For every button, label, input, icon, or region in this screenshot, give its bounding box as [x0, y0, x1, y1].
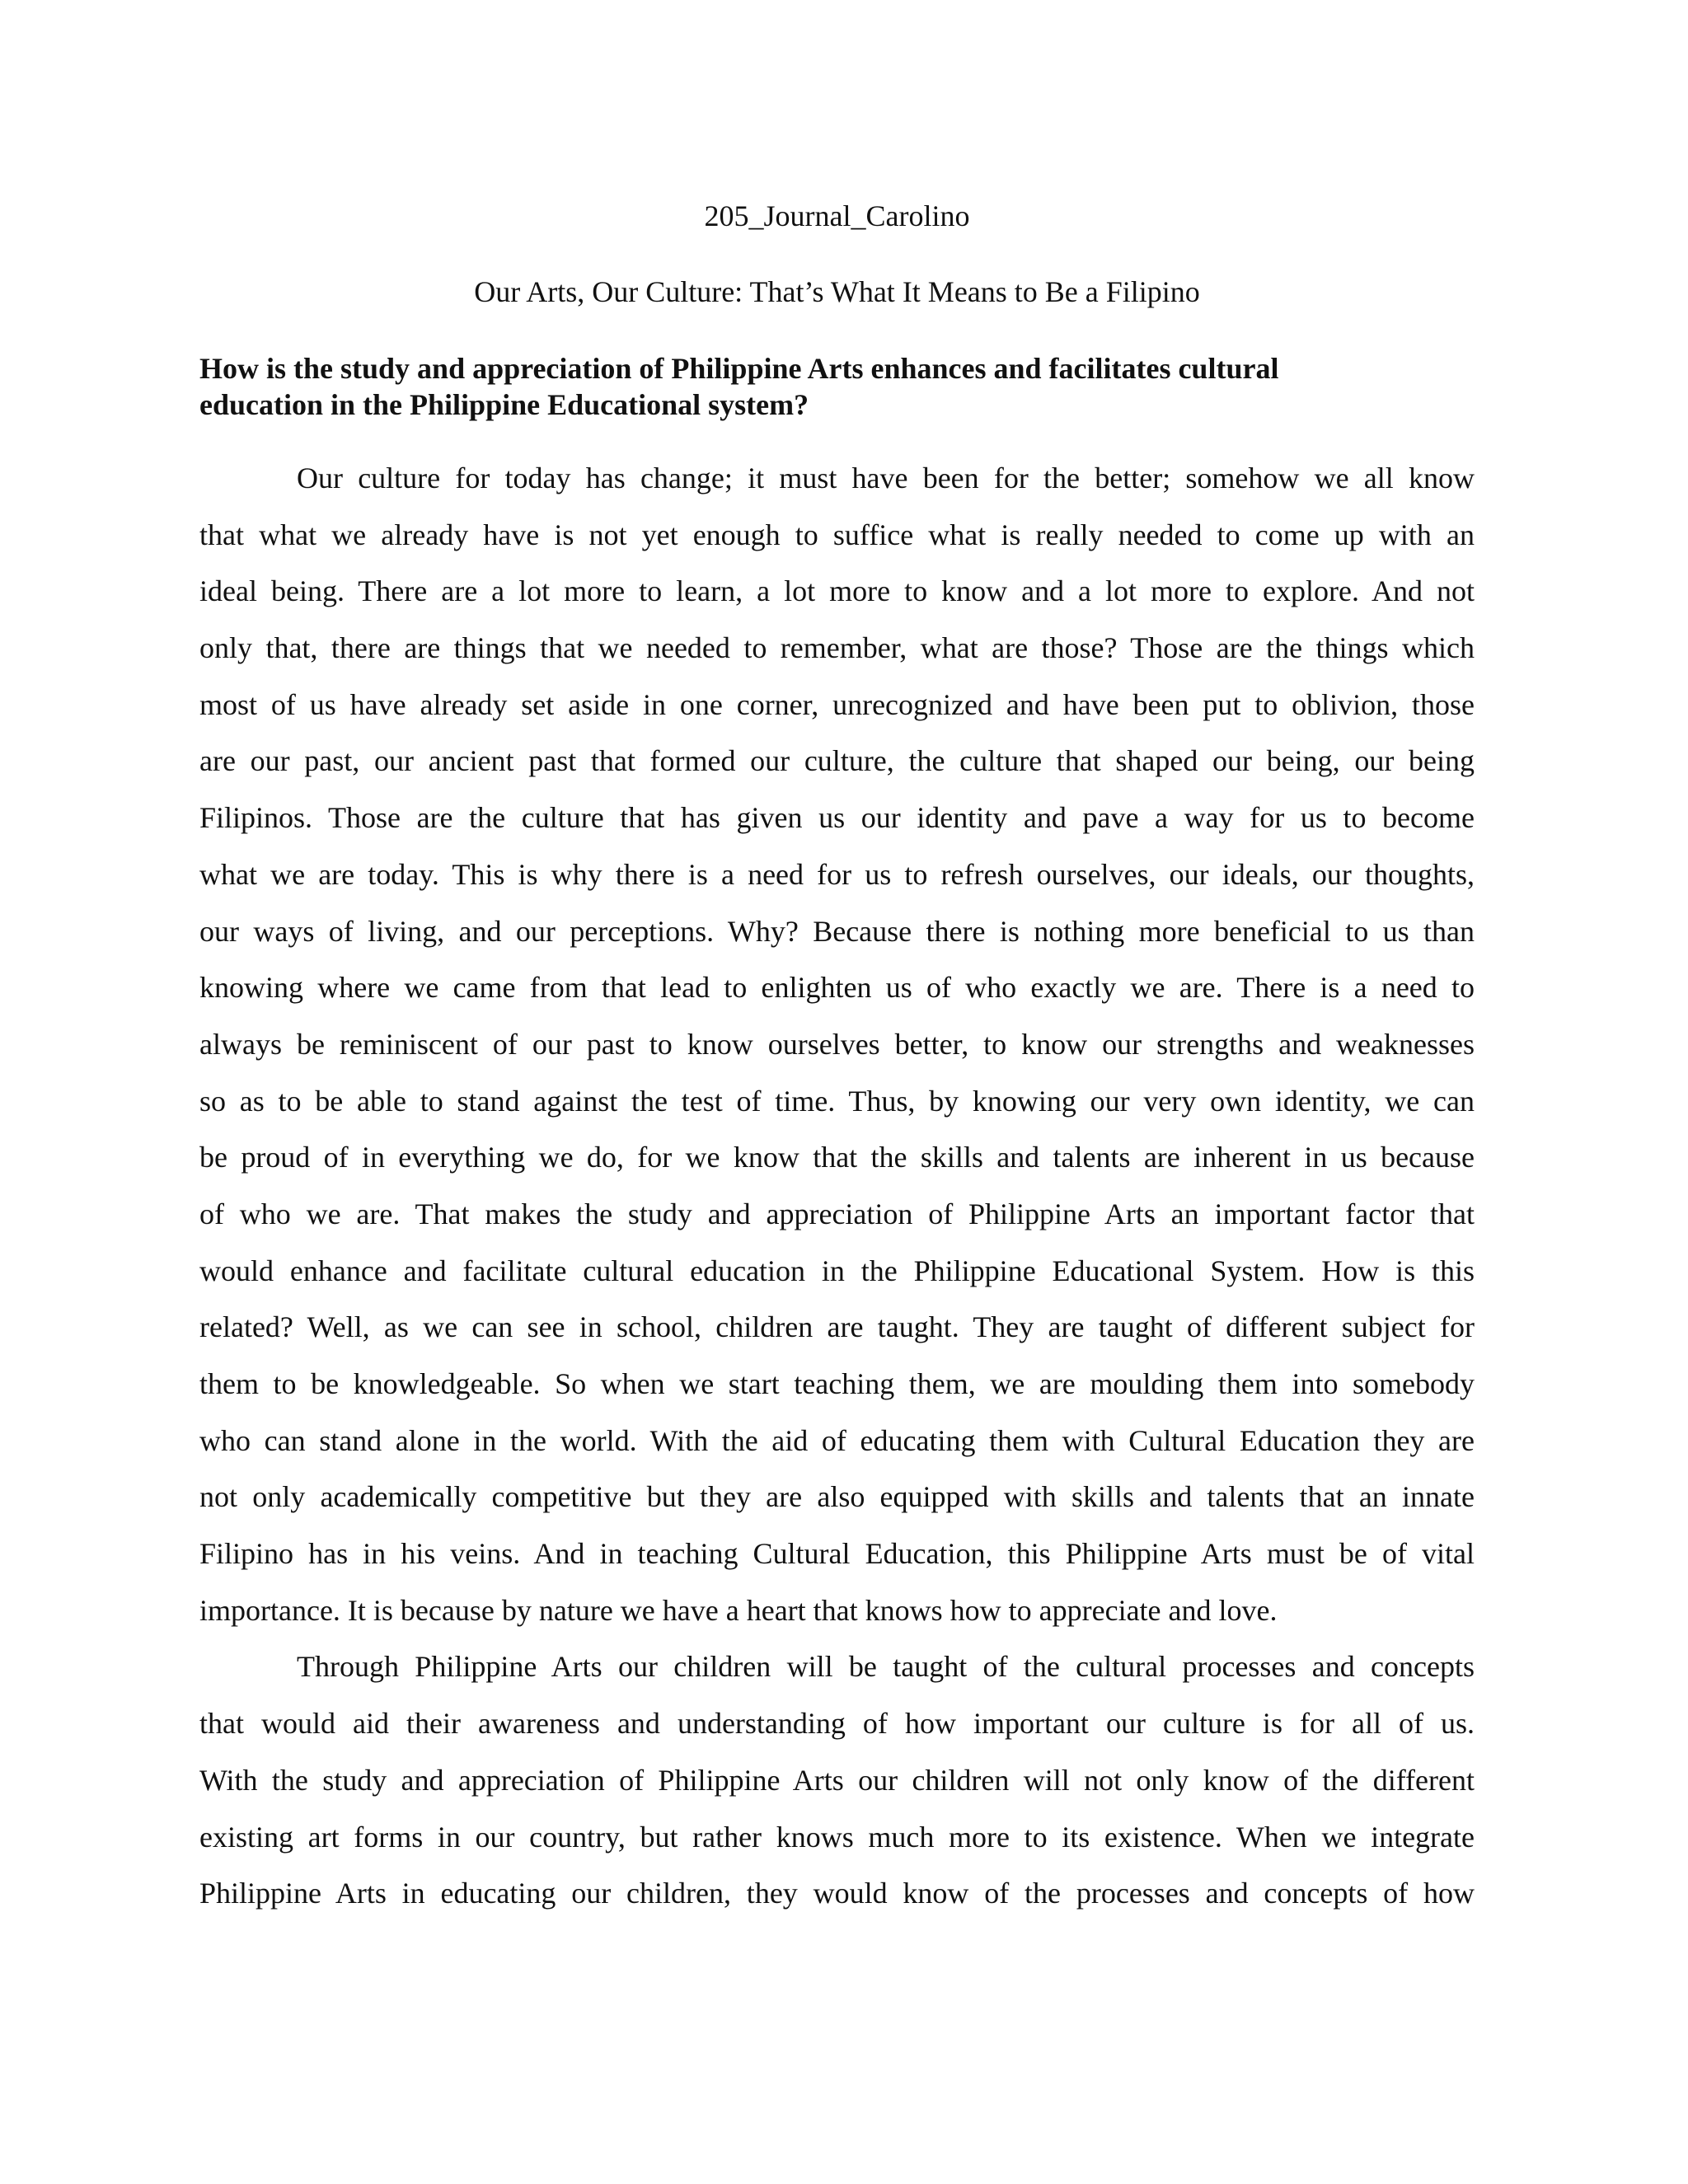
paragraph-line: so as to be able to stand against the test of time. Thus, by knowing our very own identity, we can [199, 1084, 1475, 1118]
paragraph-line: be proud of in everything we do, for we know that the skills and talents are inherent in us because [199, 1141, 1475, 1174]
question-line: education in the Philippine Educational system? [199, 388, 809, 421]
essay-question [199, 350, 1475, 423]
paragraph-line: that what we already have is not yet enough to suffice what is really needed to come up with an [199, 518, 1475, 551]
paragraph-line: what we are today. This is why there is a need for us to refresh ourselves, our ideals, our thoughts, [199, 857, 1475, 891]
paragraph-line: who can stand alone in the world. With the aid of educating them with Cultural Education they are [199, 1423, 1475, 1457]
paragraph-line: Through Philippine Arts our children will be taught of the cultural processes and concepts [297, 1650, 1475, 1684]
paragraph-line: existing art forms in our country, but rather knows much more to its existence. When we integrate [199, 1820, 1475, 1854]
question-line: How is the study and appreciation of Philippine Arts enhances and facilitates cultural [199, 352, 1279, 385]
paragraph-line: them to be knowledgeable. So when we start teaching them, we are moulding them into somebody [199, 1367, 1475, 1400]
paragraph-line: that would aid their awareness and understanding of how important our culture is for all of us. [199, 1707, 1475, 1741]
paragraph-line: Philippine Arts in educating our children, they would know of the processes and concepts of how [199, 1877, 1475, 1910]
document-title: Our Arts, Our Culture: That’s What It Means to Be a Filipino [474, 275, 1200, 308]
paragraph-line: not only academically competitive but they are also equipped with skills and talents that an innate [199, 1480, 1475, 1514]
paragraph-line: our ways of living, and our perceptions. Why? Because there is nothing more beneficial to us than [199, 914, 1475, 948]
essay-body [199, 458, 1475, 1930]
paragraph-line: Filipino has in his veins. And in teaching Cultural Education, this Philippine Arts must be of vital [199, 1537, 1475, 1571]
paragraph-line: Filipinos. Those are the culture that has given us our identity and pave a way for us to become [199, 801, 1475, 835]
document-id: 205_Journal_Carolino [704, 199, 970, 232]
paragraph-line: With the study and appreciation of Philippine Arts our children will not only know of the different [199, 1763, 1475, 1797]
paragraph-line: always be reminiscent of our past to know ourselves better, to know our strengths and weaknesses [199, 1027, 1475, 1061]
paragraph-line: Our culture for today has change; it must have been for the better; somehow we all know [297, 462, 1475, 494]
paragraph-line: only that, there are things that we needed to remember, what are those? Those are the things which [199, 631, 1475, 665]
paragraph-line: knowing where we came from that lead to enlighten us of who exactly we are. There is a need to [199, 971, 1475, 1005]
paragraph-line: related? Well, as we can see in school, children are taught. They are taught of different subject for [199, 1310, 1475, 1344]
paragraph-line: importance. It is because by nature we have a heart that knows how to appreciate and love. [199, 1593, 1278, 1627]
paragraph-line: of who we are. That makes the study and appreciation of Philippine Arts an important factor that [199, 1197, 1475, 1230]
paragraph-line: are our past, our ancient past that formed our culture, the culture that shaped our being, our being [199, 744, 1475, 778]
paragraph-line: most of us have already set aside in one corner, unrecognized and have been put to oblivion, those [199, 687, 1475, 721]
paragraph-line: ideal being. There are a lot more to learn, a lot more to know and a lot more to explore. And not [199, 574, 1475, 608]
paragraph-line: would enhance and facilitate cultural education in the Philippine Educational System. How is this [199, 1254, 1475, 1287]
